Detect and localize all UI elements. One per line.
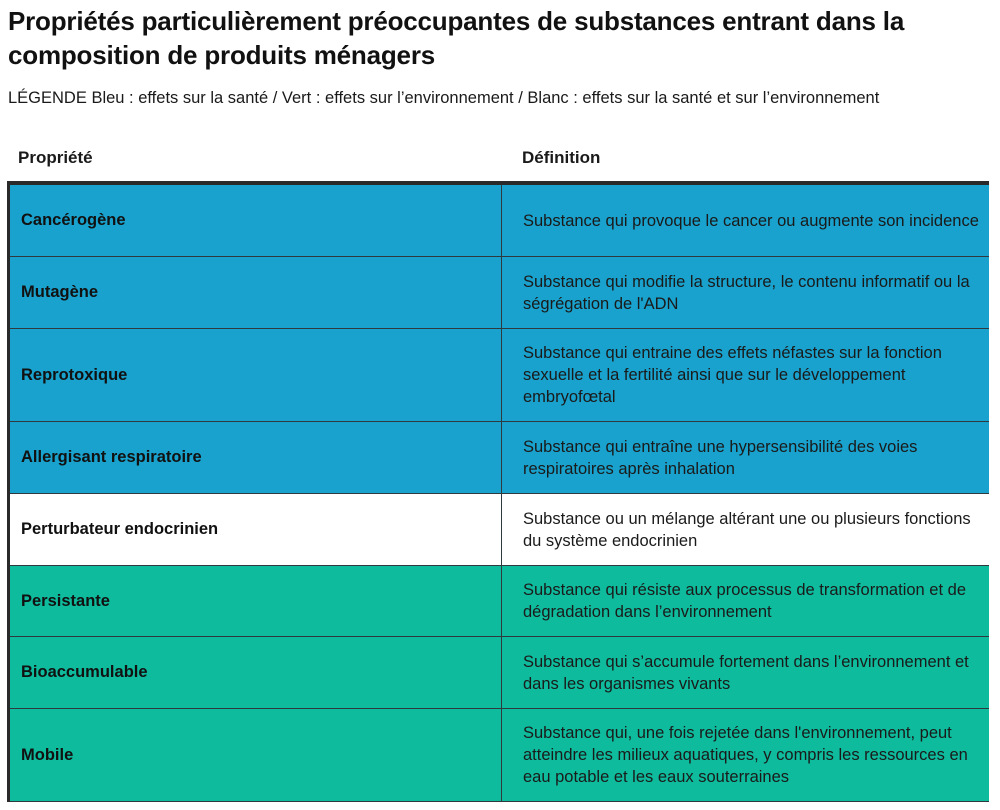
definition-cell: Substance qui s’accumule fortement dans l’environnement et dans les organismes vivants bbox=[523, 652, 969, 693]
column-header-property: Propriété bbox=[18, 148, 93, 167]
definition-cell: Substance qui entraine des effets néfastes sur la fonction sexuelle et la fertilité ainsi que sur le développement embryofœtal bbox=[523, 344, 942, 406]
property-cell: Persistante bbox=[10, 566, 502, 636]
table-row bbox=[10, 185, 989, 257]
table-row bbox=[10, 329, 989, 422]
table-row bbox=[10, 637, 989, 709]
definition-cell: Substance ou un mélange altérant une ou plusieurs fonctions du système endocrinien bbox=[523, 509, 971, 550]
property-cell: Mobile bbox=[10, 709, 502, 801]
table-row bbox=[10, 422, 989, 494]
color-legend: LÉGENDE Bleu : effets sur la santé / Vert : effets sur l’environnement / Blanc : effets sur la santé et sur l’environnement bbox=[8, 89, 880, 107]
table-row bbox=[10, 709, 989, 802]
definition-cell: Substance qui résiste aux processus de transformation et de dégradation dans l’environnement bbox=[523, 581, 966, 621]
definition-cell: Substance qui provoque le cancer ou augmente son incidence bbox=[523, 211, 979, 230]
property-cell: Cancérogène bbox=[10, 185, 502, 256]
column-header-definition: Définition bbox=[522, 148, 601, 167]
definition-cell: Substance qui, une fois rejetée dans l'environnement, peut atteindre les milieux aquatiques, y compris les ressources en eau potable et les eaux souterraines bbox=[523, 724, 968, 786]
table-row bbox=[10, 566, 989, 637]
page-title: Propriétés particulièrement préoccupantes de substances entrant dans la composition de produits ménagers bbox=[8, 6, 905, 70]
property-cell: Mutagène bbox=[10, 257, 502, 328]
definition-cell: Substance qui modifie la structure, le contenu informatif ou la ségrégation de l'ADN bbox=[523, 272, 970, 313]
property-cell: Allergisant respiratoire bbox=[10, 422, 502, 493]
definition-cell: Substance qui entraîne une hypersensibilité des voies respiratoires après inhalation bbox=[523, 437, 918, 478]
property-cell: Reprotoxique bbox=[10, 329, 502, 421]
property-cell: Perturbateur endocrinien bbox=[10, 494, 502, 565]
properties-table bbox=[7, 181, 989, 802]
table-row bbox=[10, 494, 989, 566]
property-cell: Bioaccumulable bbox=[10, 637, 502, 708]
table-row bbox=[10, 257, 989, 329]
